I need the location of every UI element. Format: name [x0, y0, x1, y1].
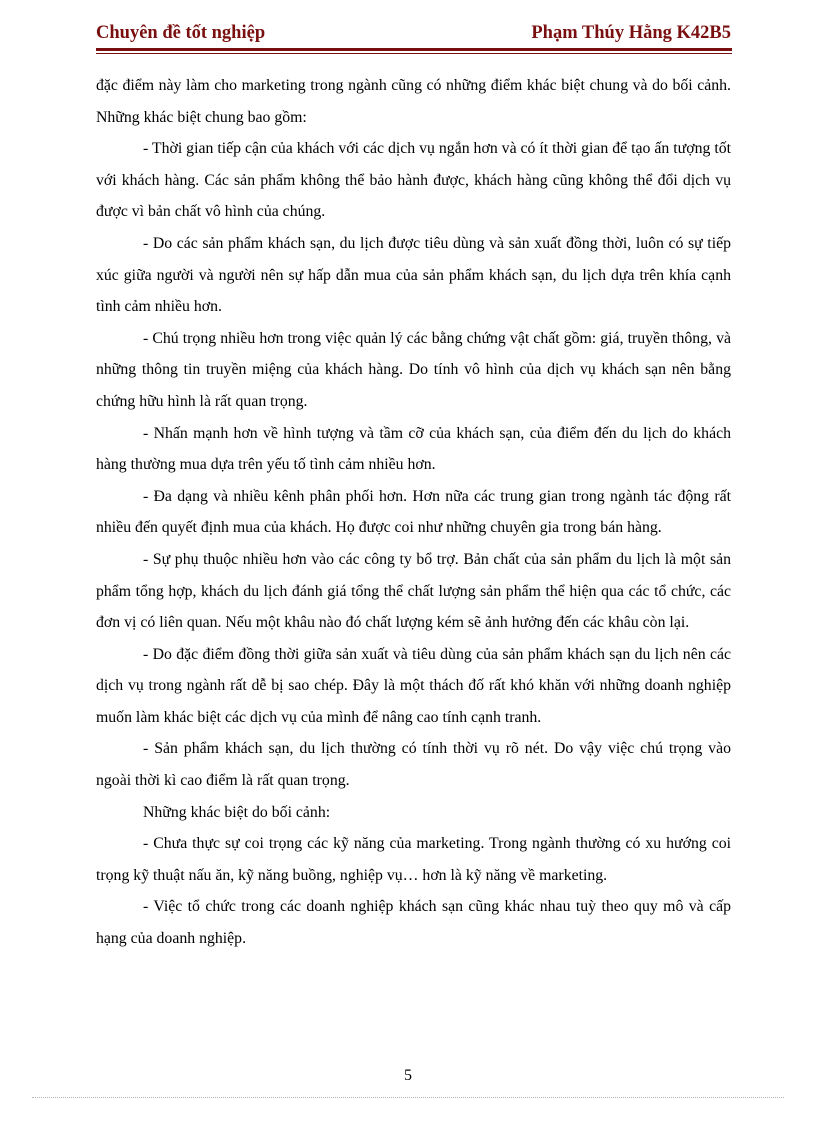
paragraph: - Chưa thực sự coi trọng các kỹ năng của marketing. Trong ngành thường có xu hướng coi trọng kỹ thuật nấu ăn, kỹ năng buồng, nghiệp vụ… hơn là kỹ năng về marketing.: [96, 835, 731, 884]
header-divider-thin: [96, 53, 732, 54]
paragraph: - Chú trọng nhiều hơn trong việc quản lý các bằng chứng vật chất gồm: giá, truyền thông, và những thông tin truyền miệng của khách hàng. Do tính vô hình của dịch vụ khách sạn nên bằng chứng hữu hình là rất quan trọng.: [96, 329, 731, 410]
paragraph: - Do đặc điểm đồng thời giữa sản xuất và tiêu dùng của sản phẩm khách sạn du lịch nên các dịch vụ trong ngành rất dễ bị sao chép. Đây là một thách đố rất khó khăn với những doanh nghiệp muốn làm khác biệt các dịch vụ của mình để nâng cao tính cạnh tranh.: [96, 645, 731, 726]
page-header: [96, 20, 731, 46]
paragraph: - Sự phụ thuộc nhiều hơn vào các công ty bổ trợ. Bản chất của sản phẩm du lịch là một sản phẩm tổng hợp, khách du lịch đánh giá tổng thể chất lượng sản phẩm thể hiện qua các tổ chức, các đơn vị có liên quan. Nếu một khâu nào đó chất lượng kém sẽ ảnh hưởng đến các khâu còn lại.: [96, 550, 731, 632]
document-title: Chuyên đề tốt nghiệp: [96, 23, 266, 43]
page-number: 5: [404, 1067, 412, 1084]
author-name: Phạm Thúy Hằng K42B5: [531, 23, 731, 43]
paragraph: - Thời gian tiếp cận của khách với các dịch vụ ngắn hơn và có ít thời gian để tạo ấn tượng tốt với khách hàng. Các sản phẩm không thể bảo hành được, khách hàng cũng không thể đổi dịch vụ được vì bản chất vô hình của chúng.: [96, 140, 731, 221]
page-bottom-border: [32, 1097, 784, 1098]
header-divider: [96, 48, 732, 51]
paragraph: - Sản phẩm khách sạn, du lịch thường có tính thời vụ rõ nét. Do vậy việc chú trọng vào ngoài thời kì cao điểm là rất quan trọng.: [96, 740, 731, 790]
section-heading: Những khác biệt do bối cảnh:: [143, 803, 331, 821]
body-text: [96, 70, 731, 955]
paragraph: - Nhấn mạnh hơn về hình tượng và tầm cỡ của khách sạn, của điểm đến du lịch do khách hàng thường mua dựa trên yếu tố tình cảm nhiều hơn.: [96, 424, 731, 474]
paragraph: đặc điểm này làm cho marketing trong ngành cũng có những điểm khác biệt chung và do bối cảnh. Những khác biệt chung bao gồm:: [96, 77, 731, 126]
paragraph: - Do các sản phẩm khách sạn, du lịch được tiêu dùng và sản xuất đồng thời, luôn có sự tiếp xúc giữa người và người nên sự hấp dẫn mua của sản phẩm khách sạn, du lịch dựa trên khía cạnh tình cảm nhiều hơn.: [96, 234, 731, 316]
paragraph: - Việc tổ chức trong các doanh nghiệp khách sạn cũng khác nhau tuỳ theo quy mô và cấp hạng của doanh nghiệp.: [96, 898, 731, 948]
paragraph: - Đa dạng và nhiều kênh phân phối hơn. Hơn nữa các trung gian trong ngành tác động rất nhiều đến quyết định mua của khách. Họ được coi như những chuyên gia trong bán hàng.: [96, 487, 731, 537]
